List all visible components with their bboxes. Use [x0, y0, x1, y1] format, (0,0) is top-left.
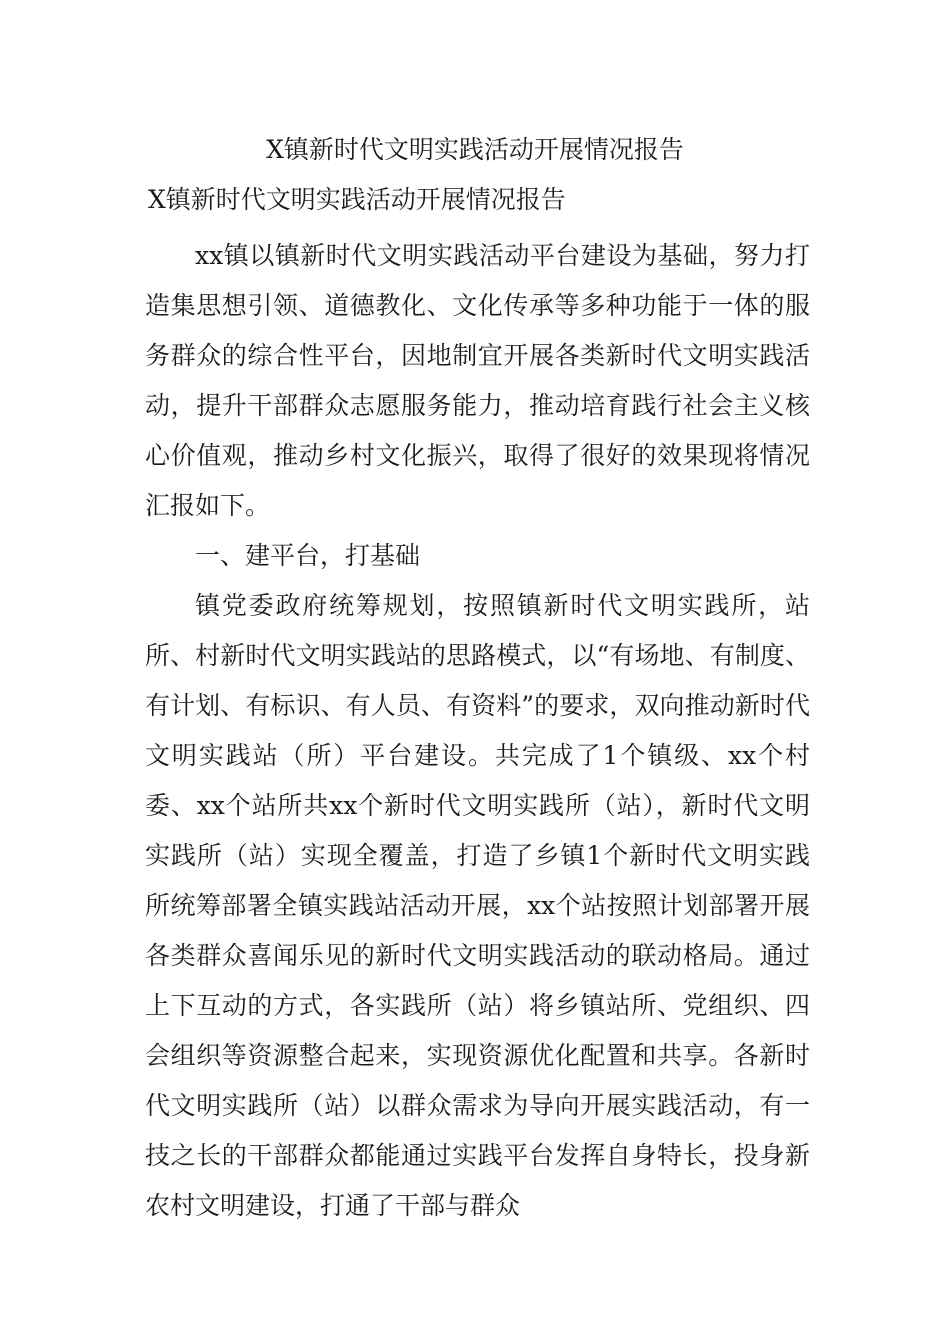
document-subtitle: X镇新时代文明实践活动开展情况报告 [148, 185, 566, 214]
paragraph-intro: xx镇以镇新时代文明实践活动平台建设为基础，努力打造集思想引领、道德教化、文化传承等多种功能于一体的服务群众的综合性平台，因地制宜开展各类新时代文明实践活动，提升干部群众志愿服务能力，推动培育践行社会主义核心价值观，推动乡村文化振兴，取得了很好的效果现将情况汇报如下。 [145, 241, 810, 520]
document-title: X镇新时代文明实践活动开展情况报告 [266, 135, 684, 164]
section-heading-1: 一、建平台，打基础 [195, 541, 421, 570]
paragraph-section-1: 镇党委政府统筹规划，按照镇新时代文明实践所，站所、村新时代文明实践站的思路模式，以“有场地、有制度、有计划、有标识、有人员、有资料”的要求，双向推动新时代文明实践站（所）平台建设。共完成了1个镇级、xx个村委、xx个站所共xx个新时代文明实践所（站），新时代文明实践所（站）实现全覆盖，打造了乡镇1个新时代文明实践所统筹部署全镇实践站活动开展，xx个站按照计划部署开展各类群众喜闻乐见的新时代文明实践活动的联动格局。通过上下互动的方式，各实践所（站）将乡镇站所、党组织、四会组织等资源整合起来，实现资源优化配置和共享。各新时代文明实践所（站）以群众需求为导向开展实践活动，有一技之长的干部群众都能通过实践平台发挥自身特长，投身新农村文明建设，打通了干部与群众 [145, 591, 810, 1220]
document-body [145, 231, 810, 1231]
